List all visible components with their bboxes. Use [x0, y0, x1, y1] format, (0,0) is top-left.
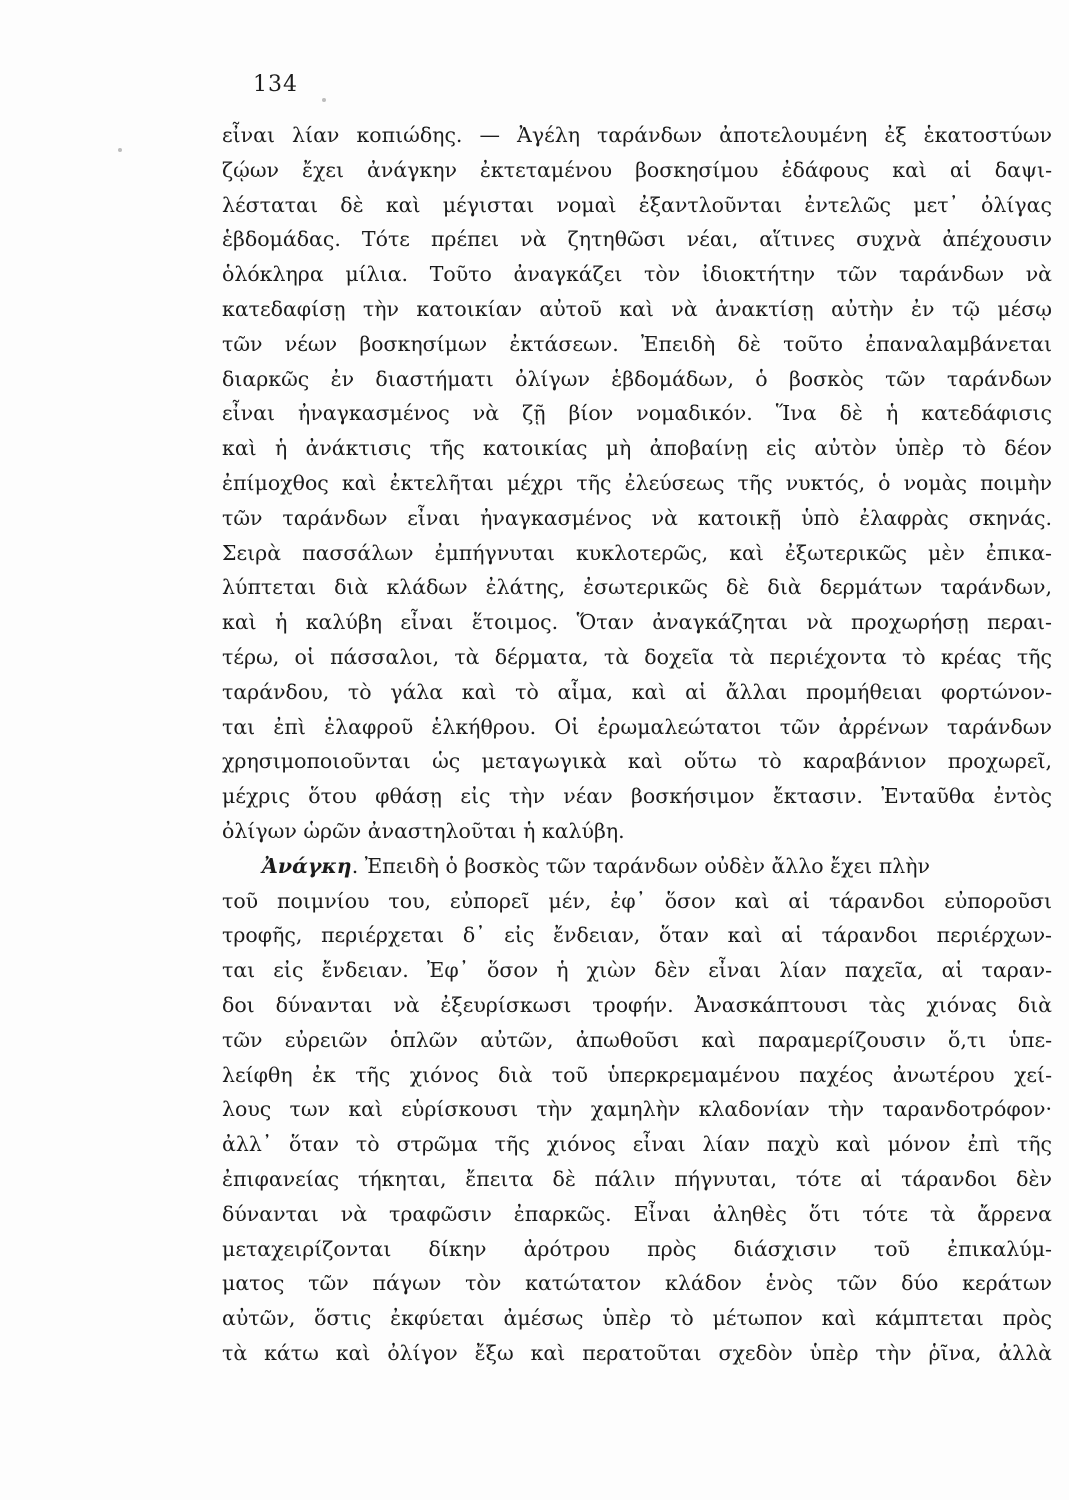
first-line-text: . Ἐπειδὴ ὁ βοσκὸς τῶν ταράνδων οὐδὲν ἄλλο ἔχει πλὴν [351, 853, 930, 878]
body-text [222, 118, 1052, 1371]
text-line: τὰ κάτω καὶ ὀλίγον ἔξω καὶ περατοῦται σχεδὸν ὑπὲρ τὴν ῥῖνα, ἀλλὰ [222, 1340, 1052, 1365]
text-line: χρησιμοποιοῦνται ὡς μεταγωγικὰ καὶ οὕτω τὸ καραβάνιον προχωρεῖ, [222, 749, 1052, 774]
text-line: ται ἐπὶ ἐλαφροῦ ἑλκήθρου. Οἱ ἐρωμαλεώτατοι τῶν ἀρρένων ταράνδων [222, 714, 1052, 739]
text-line: δοι δύνανται νὰ ἐξευρίσκωσι τροφήν. Ἀνασκάπτουσι τὰς χιόνας διὰ [222, 992, 1052, 1017]
text-line: τῶν εὐρειῶν ὁπλῶν αὐτῶν, ἀπωθοῦσι καὶ παραμερίζουσιν ὅ,τι ὑπε- [222, 1027, 1052, 1052]
text-line: τῶν νέων βοσκησίμων ἐκτάσεων. Ἐπειδὴ δὲ τοῦτο ἐπαναλαμβάνεται [222, 331, 1052, 356]
text-line: κατεδαφίσῃ τὴν κατοικίαν αὐτοῦ καὶ νὰ ἀνακτίσῃ αὐτὴν ἐν τῷ μέσῳ [222, 296, 1052, 321]
ink-speck [118, 148, 122, 152]
text-line: ται εἰς ἔνδειαν. Ἐφ᾽ ὅσον ἡ χιὼν δὲν εἶναι λίαν παχεῖα, αἱ ταραν- [222, 958, 1052, 983]
text-line: εἶναι λίαν κοπιώδης. — Ἀγέλη ταράνδων ἀποτελουμένη ἐξ ἑκατοστύων [222, 123, 1052, 147]
text-line: καὶ ἡ καλύβη εἶναι ἕτοιμος. Ὅταν ἀναγκάζηται νὰ προχωρήσῃ περαι- [222, 610, 1052, 635]
text-line: μεταχειρίζονται δίκην ἀρότρου πρὸς διάσχισιν τοῦ ἐπικαλύμ- [222, 1236, 1052, 1261]
paragraph-2-first-line [222, 849, 1052, 884]
text-line: ταράνδου, τὸ γάλα καὶ τὸ αἷμα, καὶ αἱ ἄλλαι προμήθειαι φορτώνον- [222, 679, 1052, 704]
text-line: δύνανται νὰ τραφῶσιν ἐπαρκῶς. Εἶναι ἀληθὲς ὅτι τότε τὰ ἄρρενα [222, 1201, 1052, 1226]
text-line: λείφθη ἐκ τῆς χιόνος διὰ τοῦ ὑπερκρεμαμένου παχέος ἀνωτέρου χεί- [222, 1062, 1052, 1087]
text-line: ἐπίμοχθος καὶ ἐκτελῆται μέχρι τῆς ἐλεύσεως τῆς νυκτός, ὁ νομὰς ποιμὴν [222, 470, 1052, 495]
text-line: λέσταται δὲ καὶ μέγισται νομαὶ ἐξαντλοῦνται ἐντελῶς μετ᾽ ὀλίγας [222, 192, 1052, 217]
text-line: διαρκῶς ἐν διαστήματι ὀλίγων ἑβδομάδων, ὁ βοσκὸς τῶν ταράνδων [222, 366, 1052, 391]
text-line: ἀλλ᾽ ὅταν τὸ στρῶμα τῆς χιόνος εἶναι λίαν παχὺ καὶ μόνον ἐπὶ τῆς [222, 1132, 1052, 1157]
text-line: τροφῆς, περιέρχεται δ᾽ εἰς ἔνδειαν, ὅταν καὶ αἱ τάρανδοι περιέρχων- [222, 923, 1052, 948]
text-line: ματος τῶν πάγων τὸν κατώτατον κλάδον ἑνὸς τῶν δύο κεράτων [222, 1271, 1052, 1296]
text-line: εἶναι ἠναγκασμένος νὰ ζῇ βίον νομαδικόν. Ἵνα δὲ ἡ κατεδάφισις [222, 401, 1052, 426]
text-line: τοῦ ποιμνίου του, εὐπορεῖ μέν, ἐφ᾽ ὅσον καὶ αἱ τάρανδοι εὐποροῦσι [222, 888, 1052, 913]
section-heading: Ἀνάγκη [262, 853, 352, 878]
paragraph-1 [222, 118, 1052, 849]
text-line: ἐπιφανείας τήκηται, ἔπειτα δὲ πάλιν πήγνυται, τότε αἱ τάρανδοι δὲν [222, 1166, 1052, 1191]
text-line: ἑβδομάδας. Τότε πρέπει νὰ ζητηθῶσι νέαι, αἵτινες συχνὰ ἀπέχουσιν [222, 227, 1052, 252]
text-line: τέρω, οἱ πάσσαλοι, τὰ δέρματα, τὰ δοχεῖα τὰ περιέχοντα τὸ κρέας τῆς [222, 644, 1052, 669]
text-line: μέχρις ὅτου φθάσῃ εἰς τὴν νέαν βοσκήσιμον ἔκτασιν. Ἐνταῦθα ἐντὸς [222, 784, 1052, 809]
text-line: ὁλόκληρα μίλια. Τοῦτο ἀναγκάζει τὸν ἰδιοκτήτην τῶν ταράνδων νὰ [222, 262, 1052, 287]
text-line: Σειρὰ πασσάλων ἐμπήγνυται κυκλοτερῶς, καὶ ἐξωτερικῶς μὲν ἐπικα- [222, 540, 1052, 565]
text-line: τῶν ταράνδων εἶναι ἠναγκασμένος νὰ κατοικῇ ὑπὸ ἐλαφρὰς σκηνάς. [222, 505, 1052, 530]
paragraph-2 [222, 849, 1052, 1371]
page-number: 134 [253, 72, 298, 97]
text-line: αὐτῶν, ὅστις ἐκφύεται ἀμέσως ὑπὲρ τὸ μέτωπον καὶ κάμπτεται πρὸς [222, 1306, 1052, 1331]
text-line: λύπτεται διὰ κλάδων ἐλάτης, ἐσωτερικῶς δὲ διὰ δερμάτων ταράνδων, [222, 575, 1052, 600]
ink-speck [322, 98, 326, 102]
text-line: λους των καὶ εὑρίσκουσι τὴν χαμηλὴν κλαδονίαν τὴν ταρανδοτρόφον· [222, 1097, 1052, 1122]
text-line: καὶ ἡ ἀνάκτισις τῆς κατοικίας μὴ ἀποβαίνῃ εἰς αὐτὸν ὑπὲρ τὸ δέον [222, 436, 1052, 461]
text-line: ὀλίγων ὡρῶν ἀναστηλοῦται ἡ καλύβη. [222, 818, 625, 843]
text-line: ζῴων ἔχει ἀνάγκην ἐκτεταμένου βοσκησίμου ἐδάφους καὶ αἱ δαψι- [222, 157, 1052, 182]
